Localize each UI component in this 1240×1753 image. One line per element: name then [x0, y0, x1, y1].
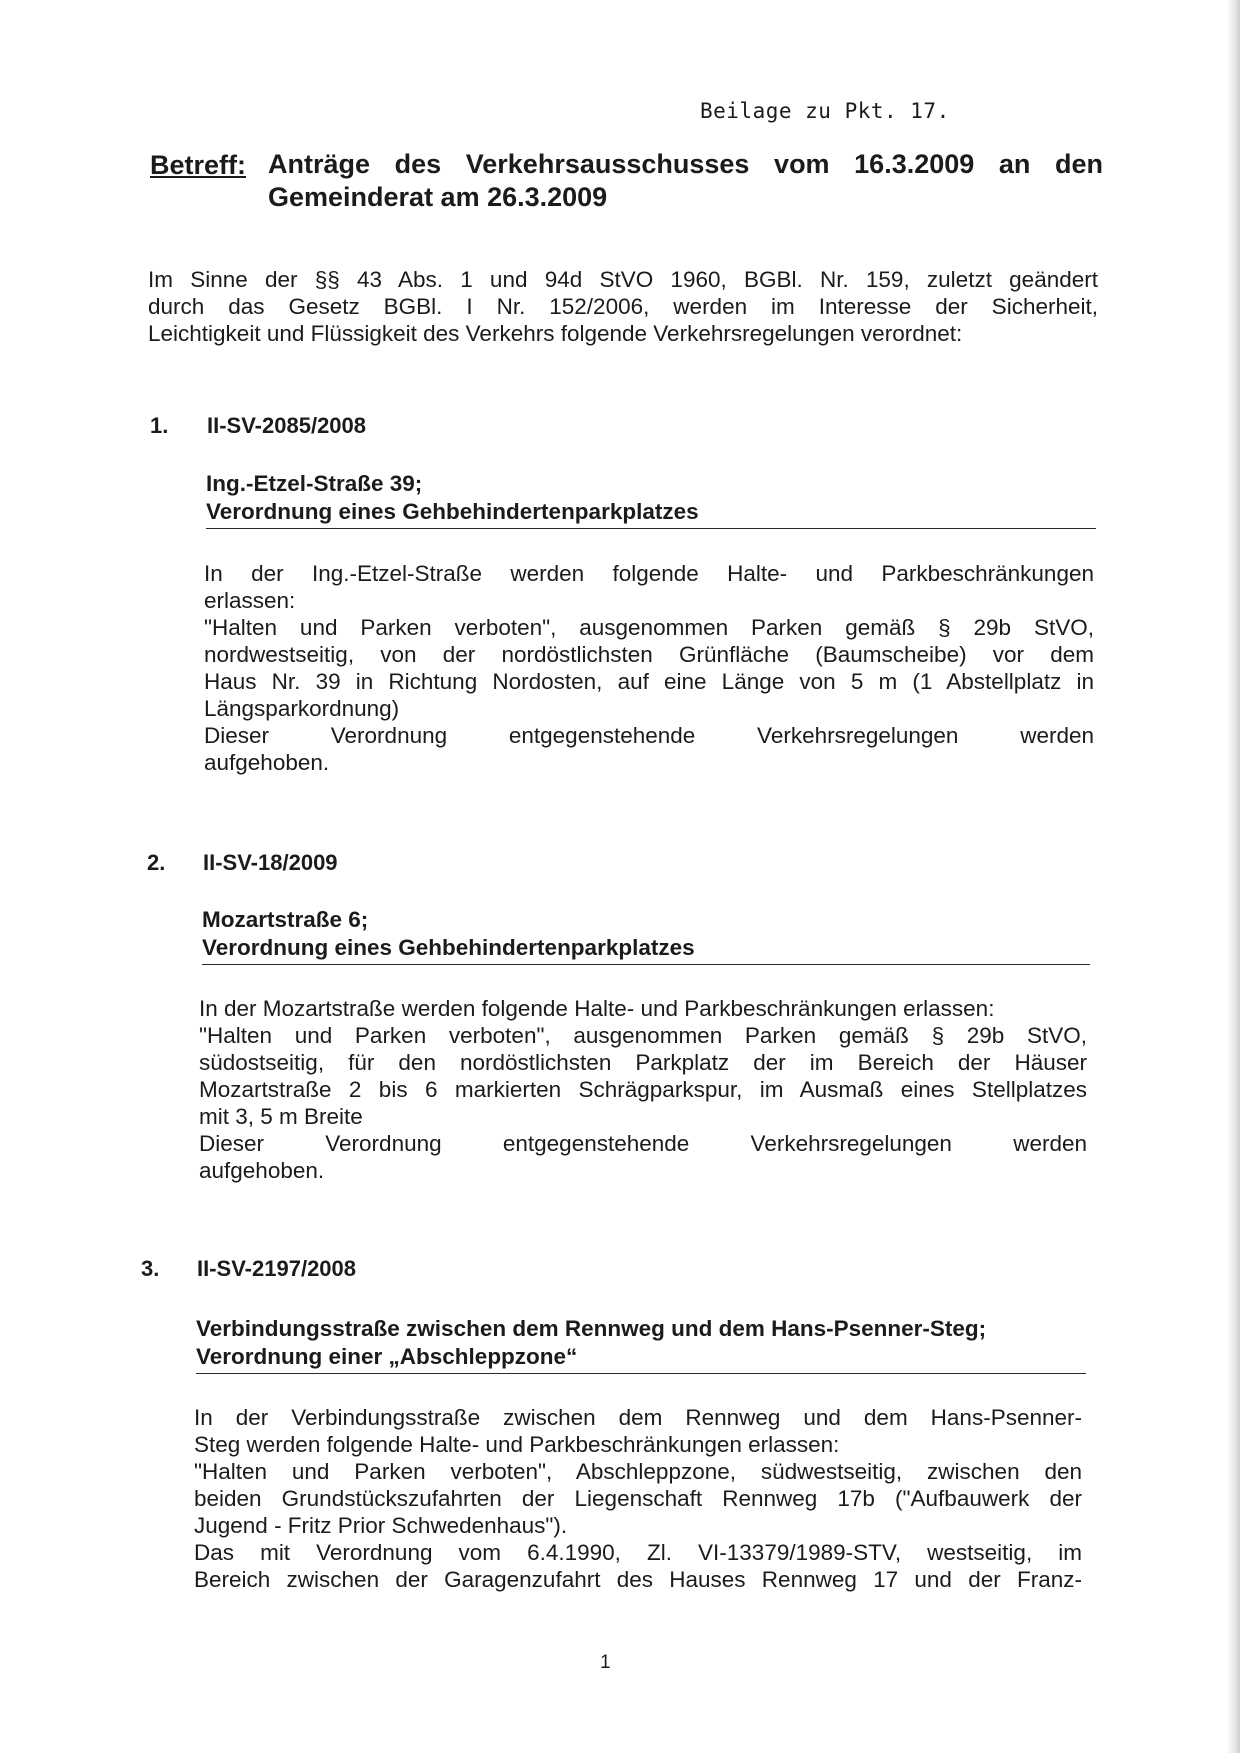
- item-number: 1.: [150, 413, 169, 438]
- item-code: II-SV-2197/2008: [197, 1256, 357, 1281]
- body-line: mit 3, 5 m Breite: [199, 1104, 363, 1129]
- subject-label: Betreff:: [150, 150, 247, 180]
- body-line: südostseitig, für den nordöstlichsten Parkplatz der im Bereich der Häuser: [199, 1050, 1087, 1075]
- item-heading: [202, 906, 1090, 965]
- body-line: erlassen:: [204, 588, 296, 613]
- heading-line: Verordnung eines Gehbehindertenparkplatzes: [202, 935, 695, 960]
- body-line: aufgehoben.: [199, 1158, 325, 1183]
- heading-line: Verordnung eines Gehbehindertenparkplatzes: [206, 499, 699, 524]
- item-body: [204, 560, 1094, 776]
- body-line: Dieser Verordnung entgegenstehende Verkehrsregelungen werden: [199, 1131, 1087, 1156]
- page-number: 1: [600, 1652, 611, 1673]
- body-line: In der Mozartstraße werden folgende Halte- und Parkbeschränkungen erlassen:: [199, 996, 995, 1021]
- item-number: 2.: [147, 850, 166, 875]
- body-line: nordwestseitig, von der nordöstlichsten Grünfläche (Baumscheibe) vor dem: [204, 642, 1094, 667]
- body-line: In der Verbindungsstraße zwischen dem Rennweg und dem Hans-Psenner-: [194, 1405, 1082, 1430]
- intro-line: durch das Gesetz BGBl. I Nr. 152/2006, werden im Interesse der Sicherheit,: [148, 294, 1098, 319]
- intro-paragraph: [148, 266, 1098, 347]
- body-line: Längsparkordnung): [204, 696, 400, 721]
- body-line: Steg werden folgende Halte- und Parkbeschränkungen erlassen:: [194, 1432, 840, 1457]
- body-line: beiden Grundstückszufahrten der Liegenschaft Rennweg 17b ("Aufbauwerk der: [194, 1486, 1082, 1511]
- heading-line: Mozartstraße 6;: [202, 907, 369, 932]
- body-line: "Halten und Parken verboten", Abschleppzone, südwestseitig, zwischen den: [194, 1459, 1082, 1484]
- intro-line: Leichtigkeit und Flüssigkeit des Verkehrs folgende Verkehrsregelungen verordnet:: [148, 321, 963, 346]
- body-line: aufgehoben.: [204, 750, 330, 775]
- item-heading: [206, 470, 1096, 529]
- item-number: 3.: [141, 1256, 160, 1281]
- intro-line: Im Sinne der §§ 43 Abs. 1 und 94d StVO 1960, BGBl. Nr. 159, zuletzt geändert: [148, 267, 1098, 292]
- body-line: Das mit Verordnung vom 6.4.1990, Zl. VI-13379/1989-STV, westseitig, im: [194, 1540, 1082, 1565]
- item-code: II-SV-18/2009: [203, 850, 338, 875]
- item-heading: [196, 1315, 1086, 1374]
- subject-line: Anträge des Verkehrsausschusses vom 16.3.2009 an den: [268, 149, 1103, 179]
- body-line: Mozartstraße 2 bis 6 markierten Schrägparkspur, im Ausmaß eines Stellplatzes: [199, 1077, 1087, 1102]
- body-line: In der Ing.-Etzel-Straße werden folgende Halte- und Parkbeschränkungen: [204, 561, 1094, 586]
- body-line: Jugend - Fritz Prior Schwedenhaus").: [194, 1513, 568, 1538]
- attachment-note: Beilage zu Pkt. 17.: [700, 99, 950, 123]
- scan-edge: [1226, 0, 1240, 1753]
- heading-line: Ing.-Etzel-Straße 39;: [206, 471, 423, 496]
- item-body: [199, 995, 1087, 1184]
- body-line: Haus Nr. 39 in Richtung Nordosten, auf eine Länge von 5 m (1 Abstellplatz in: [204, 669, 1094, 694]
- subject-title: [268, 148, 1103, 214]
- body-line: Dieser Verordnung entgegenstehende Verkehrsregelungen werden: [204, 723, 1094, 748]
- heading-line: Verordnung einer „Abschleppzone“: [196, 1344, 578, 1369]
- item-body: [194, 1404, 1082, 1593]
- body-line: "Halten und Parken verboten", ausgenommen Parken gemäß § 29b StVO,: [204, 615, 1094, 640]
- body-line: "Halten und Parken verboten", ausgenommen Parken gemäß § 29b StVO,: [199, 1023, 1087, 1048]
- heading-line: Verbindungsstraße zwischen dem Rennweg und dem Hans-Psenner-Steg;: [196, 1316, 987, 1341]
- body-line: Bereich zwischen der Garagenzufahrt des Hauses Rennweg 17 und der Franz-: [194, 1567, 1082, 1592]
- subject-line: Gemeinderat am 26.3.2009: [268, 182, 608, 212]
- item-code: II-SV-2085/2008: [207, 413, 367, 438]
